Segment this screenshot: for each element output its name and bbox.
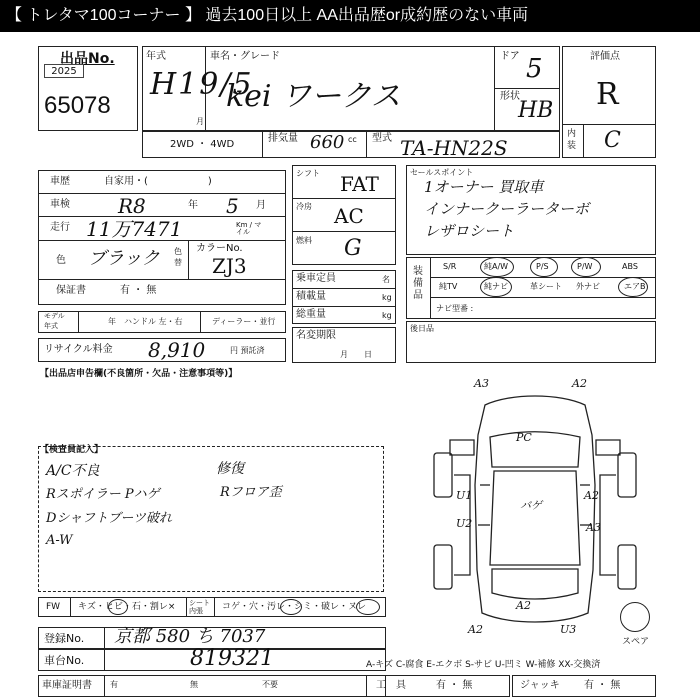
seat-label: シート内張: [189, 599, 210, 615]
ac-value: AC: [334, 204, 364, 228]
equip-leather: 革シート: [530, 282, 562, 291]
seat-items: コゲ・穴・汚レ・シミ・破レ・ヌレ: [222, 602, 367, 612]
certificate-opt-yes: 有: [110, 680, 118, 689]
after-block: [406, 321, 656, 363]
registration-value: 京都 580 ち 7037: [114, 626, 266, 647]
shift-label: シフト: [296, 169, 320, 178]
grade-label: 評価点: [590, 51, 620, 62]
door-label: ドア: [500, 51, 520, 62]
mark-right-side-2: A3: [586, 521, 601, 534]
chassis-value: 819321: [190, 646, 274, 671]
warranty-value: 有 ・ 無: [120, 285, 157, 296]
mark-rear: A2: [516, 599, 531, 612]
drive-label: 2WD ・ 4WD: [170, 139, 235, 150]
color-code: ZJ3: [212, 254, 247, 278]
equip-sr: S/R: [443, 262, 457, 271]
year-stamp: 2025: [44, 64, 84, 78]
navi-model-label: ナビ型番 :: [436, 304, 474, 313]
inspector-note-right-1: 修復: [216, 461, 244, 477]
capacity-label: 乗車定員: [296, 273, 336, 284]
interior-label: 内装: [567, 129, 577, 151]
inspection-year-unit: 年: [188, 200, 198, 211]
equip-abs: ABS: [622, 262, 638, 271]
deadline-label: 名変期限: [296, 330, 336, 341]
model-label-2: 年式: [44, 322, 58, 330]
circle-navi: [480, 277, 512, 297]
mark-left-side-1: U1: [456, 489, 473, 502]
mark-roof-center: バゲ: [520, 499, 542, 512]
after-label: 後日品: [410, 324, 434, 333]
color-code-label: カラーNo.: [196, 243, 243, 254]
equip-ext-navi: 外ナビ: [576, 282, 600, 291]
ac-label: 冷房: [296, 202, 312, 211]
history-value: 自家用・( ): [104, 176, 212, 187]
registration-label: 登録No.: [44, 632, 85, 645]
shape-label: 形状: [500, 91, 520, 102]
shift-value: FAT: [340, 172, 379, 196]
inspector-note-right-2: Rフロア歪: [220, 485, 282, 500]
mark-rear-right: U3: [560, 623, 577, 636]
inspector-note-3: Dシャフトブーツ破れ: [46, 511, 172, 526]
equipment-label: 装備品: [413, 266, 423, 301]
inspector-note-4: A-W: [46, 533, 73, 548]
sales-label: セールスポイント: [410, 168, 474, 177]
weight-unit: kg: [382, 311, 392, 320]
model-label: 型式: [372, 133, 392, 144]
inspector-note-1: A/C不良: [46, 463, 100, 479]
equip-airbag: エアB: [624, 282, 646, 291]
equip-tv: 純TV: [439, 282, 458, 291]
fuel-label: 燃料: [296, 236, 312, 245]
inspection-month-unit: 月: [256, 200, 266, 211]
mileage-label: 走行: [50, 222, 70, 233]
year-label: 年式: [146, 51, 166, 62]
equip-ps: P/S: [536, 262, 549, 271]
mark-front-right: A2: [572, 377, 587, 390]
header-banner: 【 トレタマ100コーナー 】 過去100日以上 AA出品歴or成約歴のない車両: [0, 0, 700, 32]
mark-left-side-2: U2: [456, 517, 473, 530]
tools-value: 有 ・ 無: [436, 680, 473, 691]
certificate-opt-no: 無: [190, 680, 198, 689]
inspector-label: 【検査員記入】: [40, 445, 104, 455]
spare-tire-icon: [620, 602, 650, 632]
model-value: TA-HN22S: [400, 136, 508, 160]
inspection-label: 車検: [50, 199, 70, 210]
recycle-unit: 円 預託済: [230, 346, 265, 355]
mileage-unit: Km / マイル: [236, 221, 262, 236]
circle-seat-dirt: [280, 599, 302, 615]
model-year-unit: 年: [108, 317, 116, 326]
year-month-unit: 月: [196, 117, 204, 126]
inspection-value: R8: [118, 194, 146, 218]
load-label: 積載量: [296, 291, 326, 302]
jack-value: 有 ・ 無: [584, 680, 621, 691]
displacement-value: 660: [310, 132, 345, 153]
inspection-month: 5: [226, 194, 239, 218]
spare-label: スペア: [622, 637, 650, 647]
lot-label: 出品No.: [60, 51, 115, 67]
year-value: H19/5: [150, 67, 254, 102]
sales-line-2: インナークーラーターボ: [424, 200, 590, 218]
model-label-1: モデル: [44, 312, 65, 320]
equip-aw: 純A/W: [484, 262, 509, 271]
weight-label: 総重量: [296, 309, 326, 320]
recycle-value: 8,910: [148, 338, 206, 362]
car-damage-diagram: [410, 375, 660, 640]
circle-pw: [571, 257, 601, 277]
damage-legend: A-キズ C-腐食 E-エクボ S-サビ U-凹ミ W-補修 XX-交換済: [366, 660, 601, 670]
history-label: 車歴: [50, 176, 70, 187]
shape-value: HB: [518, 98, 554, 123]
circle-fw-hibi: [108, 599, 128, 615]
color-change-label: 色替: [174, 247, 182, 267]
displacement-label: 排気量: [268, 133, 298, 144]
certificate-opt-none: 不要: [262, 680, 278, 689]
deadline-unit: 月 日: [340, 350, 372, 359]
mark-front-left: A3: [474, 377, 489, 390]
mileage-value: 11万7471: [86, 217, 183, 241]
grade-value: R: [596, 77, 619, 112]
displacement-unit: cc: [348, 135, 357, 144]
fw-items: キズ・ヒビ・石・割レ×: [78, 602, 176, 612]
recycle-label: リサイクル料金: [44, 344, 113, 355]
certificate-label: 車庫証明書: [42, 680, 92, 691]
chassis-label: 車台No.: [44, 654, 85, 667]
color-value: ブラック: [88, 248, 160, 269]
sales-line-1: 1オーナー 買取車: [424, 178, 544, 196]
circle-seat-nure: [356, 599, 380, 615]
jack-label: ジャッキ: [520, 680, 560, 691]
circle-airbag: [618, 277, 648, 297]
name-label: 車名・グレード: [210, 51, 280, 62]
equip-pw: P/W: [577, 262, 593, 271]
warranty-label: 保証書: [56, 285, 86, 296]
fuel-value: G: [344, 236, 362, 261]
dealer-label: ディーラー・並行: [212, 317, 276, 326]
tools-label: 工 具: [376, 680, 406, 691]
equip-navi: 純ナビ: [484, 282, 508, 291]
fw-label: FW: [46, 602, 61, 612]
circle-ps: [530, 257, 558, 277]
sales-line-3: レザロシート: [424, 222, 515, 240]
inspector-note-2: Rスポイラー Pハゲ: [46, 487, 160, 502]
lot-number: 65078: [44, 92, 111, 119]
load-unit: kg: [382, 293, 392, 302]
declaration-label: 【出品店申告欄(不良箇所・欠品・注意事項等)】: [40, 369, 238, 379]
capacity-unit: 名: [382, 275, 390, 284]
mark-right-side-1: A2: [584, 489, 599, 502]
car-name: kei ワークス: [226, 79, 401, 114]
handle-label: ハンドル 左・右: [124, 317, 183, 326]
circle-aw: [480, 257, 514, 277]
mark-rear-left: A2: [468, 623, 483, 636]
mark-roof: PC: [516, 431, 532, 444]
interior-value: C: [604, 128, 621, 153]
color-label: 色: [56, 255, 66, 266]
door-value: 5: [526, 54, 543, 84]
